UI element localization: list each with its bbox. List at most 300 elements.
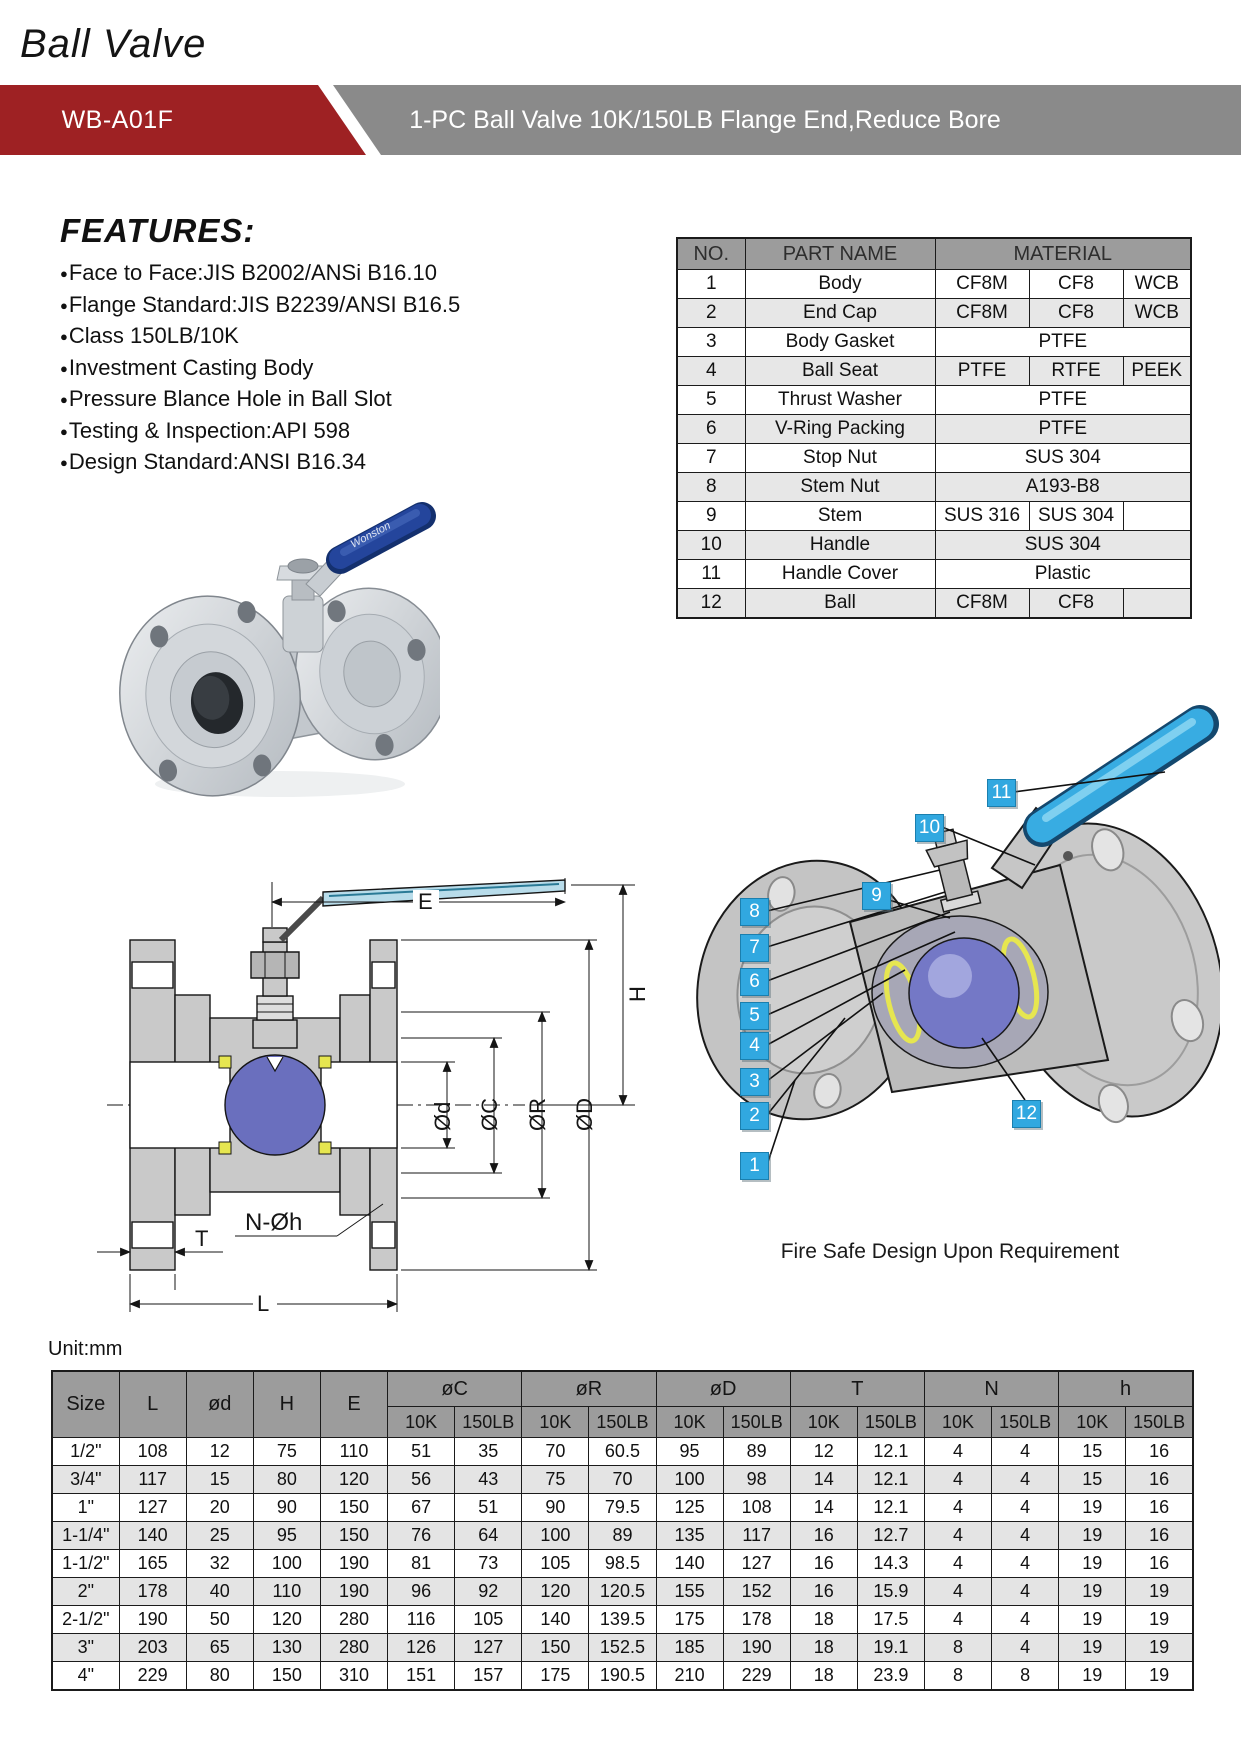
dim-label-l: L bbox=[257, 1291, 270, 1316]
table-cell: 7 bbox=[677, 444, 745, 473]
callout-7: 7 bbox=[740, 934, 769, 962]
feature-item bbox=[60, 353, 640, 385]
col-group-h: h bbox=[1059, 1371, 1193, 1407]
table-cell: 152.5 bbox=[589, 1634, 656, 1662]
col-group-t: T bbox=[790, 1371, 924, 1407]
handle-brand-text: Wonston bbox=[348, 519, 393, 551]
cross-section-drawing bbox=[95, 790, 660, 1335]
table-cell: 2 bbox=[677, 299, 745, 328]
table-cell: 151 bbox=[388, 1662, 455, 1691]
callout-6: 6 bbox=[740, 968, 769, 996]
table-cell: 18 bbox=[790, 1606, 857, 1634]
table-cell: 100 bbox=[522, 1522, 589, 1550]
table-cell: 12.1 bbox=[857, 1494, 924, 1522]
table-cell: 185 bbox=[656, 1634, 723, 1662]
table-cell: 127 bbox=[723, 1550, 790, 1578]
table-cell: 19.1 bbox=[857, 1634, 924, 1662]
table-cell: 100 bbox=[656, 1466, 723, 1494]
table-row bbox=[52, 1662, 1193, 1691]
product-photo-image bbox=[110, 478, 440, 808]
table-cell: 4 bbox=[924, 1494, 991, 1522]
table-row bbox=[677, 473, 1191, 502]
table-cell: 1-1/4" bbox=[52, 1522, 119, 1550]
table-row bbox=[677, 589, 1191, 619]
sub-header-150lb: 150LB bbox=[589, 1407, 656, 1438]
feature-item bbox=[60, 416, 640, 448]
table-cell: 117 bbox=[119, 1466, 186, 1494]
table-cell: CF8M bbox=[935, 589, 1029, 619]
bullet-icon: ● bbox=[60, 329, 68, 344]
bullet-icon: ● bbox=[60, 297, 68, 313]
table-cell: 73 bbox=[455, 1550, 522, 1578]
dim-label-t: T bbox=[195, 1226, 209, 1251]
sub-header-10k: 10K bbox=[388, 1407, 455, 1438]
feature-text: Design Standard:ANSI B16.34 bbox=[68, 449, 367, 474]
table-cell: 120 bbox=[253, 1606, 320, 1634]
table-cell: 17.5 bbox=[857, 1606, 924, 1634]
table-cell: CF8 bbox=[1029, 270, 1123, 299]
sub-header-150lb: 150LB bbox=[857, 1407, 924, 1438]
table-cell: 126 bbox=[388, 1634, 455, 1662]
col-header-od: ød bbox=[186, 1371, 253, 1438]
feature-item bbox=[60, 447, 640, 479]
cross-section-image bbox=[95, 790, 660, 1335]
table-cell: 12.1 bbox=[857, 1438, 924, 1466]
table-cell: RTFE bbox=[1029, 357, 1123, 386]
sub-header-10k: 10K bbox=[924, 1407, 991, 1438]
sub-header-150lb: 150LB bbox=[455, 1407, 522, 1438]
table-cell: 9 bbox=[677, 502, 745, 531]
table-cell: 110 bbox=[253, 1578, 320, 1606]
col-header-no: NO. bbox=[677, 238, 745, 270]
callout-3: 3 bbox=[740, 1068, 769, 1096]
table-cell: 175 bbox=[656, 1606, 723, 1634]
table-cell: 8 bbox=[924, 1662, 991, 1691]
table-row bbox=[52, 1466, 1193, 1494]
header-banner bbox=[0, 85, 1241, 155]
table-cell: 280 bbox=[320, 1606, 387, 1634]
table-cell: 178 bbox=[723, 1606, 790, 1634]
table-cell: End Cap bbox=[745, 299, 935, 328]
table-cell: 65 bbox=[186, 1634, 253, 1662]
callout-8: 8 bbox=[740, 898, 769, 926]
bullet-icon: ● bbox=[60, 266, 68, 281]
table-cell: Stem Nut bbox=[745, 473, 935, 502]
table-cell: 12.7 bbox=[857, 1522, 924, 1550]
table-cell: 76 bbox=[388, 1522, 455, 1550]
table-cell: 8 bbox=[677, 473, 745, 502]
bullet-icon: ● bbox=[60, 392, 68, 407]
table-cell: 165 bbox=[119, 1550, 186, 1578]
table-cell: 16 bbox=[1126, 1494, 1193, 1522]
parts-material-table bbox=[676, 237, 1192, 619]
cutaway-image bbox=[640, 660, 1220, 1230]
table-cell: 19 bbox=[1059, 1606, 1126, 1634]
table-cell: 90 bbox=[522, 1494, 589, 1522]
table-cell: 6 bbox=[677, 415, 745, 444]
table-cell: 157 bbox=[455, 1662, 522, 1691]
table-cell: 12.1 bbox=[857, 1466, 924, 1494]
table-cell: SUS 304 bbox=[935, 444, 1191, 473]
table-cell: 12 bbox=[186, 1438, 253, 1466]
table-cell: 20 bbox=[186, 1494, 253, 1522]
table-cell: 15 bbox=[1059, 1466, 1126, 1494]
table-cell: PTFE bbox=[935, 328, 1191, 357]
table-cell: 140 bbox=[522, 1606, 589, 1634]
table-cell: 16 bbox=[1126, 1550, 1193, 1578]
table-cell: 4 bbox=[924, 1466, 991, 1494]
table-row bbox=[52, 1550, 1193, 1578]
dimension-table bbox=[51, 1370, 1194, 1691]
table-cell: 229 bbox=[119, 1662, 186, 1691]
table-cell: 120 bbox=[320, 1466, 387, 1494]
table-cell: 135 bbox=[656, 1522, 723, 1550]
table-cell: 4 bbox=[992, 1522, 1059, 1550]
table-cell: 4 bbox=[677, 357, 745, 386]
col-header-part-name: PART NAME bbox=[745, 238, 935, 270]
table-cell: 310 bbox=[320, 1662, 387, 1691]
features-section bbox=[60, 212, 640, 479]
table-cell: 4 bbox=[992, 1634, 1059, 1662]
table-cell: 2-1/2" bbox=[52, 1606, 119, 1634]
table-row bbox=[677, 270, 1191, 299]
dim-header-row-1 bbox=[52, 1371, 1193, 1407]
table-cell: 120 bbox=[522, 1578, 589, 1606]
col-group-or: øR bbox=[522, 1371, 656, 1407]
col-group-oc: øC bbox=[388, 1371, 522, 1407]
table-cell: 14 bbox=[790, 1494, 857, 1522]
unit-label: Unit:mm bbox=[48, 1338, 123, 1360]
table-cell: 14.3 bbox=[857, 1550, 924, 1578]
table-cell: 127 bbox=[119, 1494, 186, 1522]
table-cell: 120.5 bbox=[589, 1578, 656, 1606]
table-cell: 75 bbox=[253, 1438, 320, 1466]
table-row bbox=[677, 386, 1191, 415]
table-cell: Handle bbox=[745, 531, 935, 560]
table-cell: Plastic bbox=[935, 560, 1191, 589]
feature-text: Flange Standard:JIS B2239/ANSI B16.5 bbox=[68, 291, 461, 317]
table-cell: SUS 304 bbox=[935, 531, 1191, 560]
sub-header-150lb: 150LB bbox=[1126, 1407, 1193, 1438]
table-cell: 203 bbox=[119, 1634, 186, 1662]
col-header-h: H bbox=[253, 1371, 320, 1438]
table-cell: 100 bbox=[253, 1550, 320, 1578]
bullet-icon: ● bbox=[60, 455, 68, 470]
table-cell: 125 bbox=[656, 1494, 723, 1522]
table-cell: V-Ring Packing bbox=[745, 415, 935, 444]
cutaway-diagram bbox=[640, 660, 1220, 1230]
table-cell: 4 bbox=[992, 1494, 1059, 1522]
table-cell: WCB bbox=[1123, 270, 1191, 299]
features-heading: FEATURES: bbox=[60, 212, 256, 249]
dim-label-oc: ØC bbox=[477, 1098, 502, 1131]
callout-2: 2 bbox=[740, 1102, 769, 1130]
table-cell: 14 bbox=[790, 1466, 857, 1494]
table-cell: 60.5 bbox=[589, 1438, 656, 1466]
table-cell: 16 bbox=[1126, 1438, 1193, 1466]
table-row bbox=[677, 531, 1191, 560]
table-cell: 51 bbox=[455, 1494, 522, 1522]
feature-text: Testing & Inspection:API 598 bbox=[68, 417, 351, 443]
table-cell: 190 bbox=[320, 1578, 387, 1606]
table-cell: 23.9 bbox=[857, 1662, 924, 1691]
table-cell: 4 bbox=[992, 1578, 1059, 1606]
table-cell: 16 bbox=[790, 1522, 857, 1550]
table-row bbox=[677, 299, 1191, 328]
callout-4: 4 bbox=[740, 1032, 769, 1060]
table-cell: 12 bbox=[790, 1438, 857, 1466]
table-cell: 19 bbox=[1126, 1606, 1193, 1634]
table-cell: 19 bbox=[1126, 1662, 1193, 1691]
table-cell: 116 bbox=[388, 1606, 455, 1634]
feature-item bbox=[60, 384, 640, 416]
table-cell: 64 bbox=[455, 1522, 522, 1550]
dim-label-h: H bbox=[625, 986, 650, 1002]
callout-10: 10 bbox=[915, 814, 944, 842]
table-cell: 4 bbox=[924, 1550, 991, 1578]
col-header-e: E bbox=[320, 1371, 387, 1438]
col-header-size: Size bbox=[52, 1371, 119, 1438]
table-cell: 105 bbox=[522, 1550, 589, 1578]
table-cell: 4 bbox=[992, 1438, 1059, 1466]
table-cell: 3" bbox=[52, 1634, 119, 1662]
table-cell: 127 bbox=[455, 1634, 522, 1662]
table-cell: Body bbox=[745, 270, 935, 299]
table-cell: Stop Nut bbox=[745, 444, 935, 473]
table-cell: 4 bbox=[924, 1578, 991, 1606]
table-cell: 4 bbox=[924, 1522, 991, 1550]
table-cell: 15 bbox=[186, 1466, 253, 1494]
table-cell: CF8M bbox=[935, 270, 1029, 299]
table-cell: 19 bbox=[1126, 1578, 1193, 1606]
table-cell: SUS 316 bbox=[935, 502, 1029, 531]
table-cell: 190 bbox=[119, 1606, 186, 1634]
col-group-n: N bbox=[924, 1371, 1058, 1407]
table-row bbox=[677, 415, 1191, 444]
table-cell: 40 bbox=[186, 1578, 253, 1606]
table-cell: 16 bbox=[1126, 1466, 1193, 1494]
table-cell: 98.5 bbox=[589, 1550, 656, 1578]
table-cell: 80 bbox=[186, 1662, 253, 1691]
feature-item bbox=[60, 321, 640, 353]
table-cell: 150 bbox=[522, 1634, 589, 1662]
table-cell: PEEK bbox=[1123, 357, 1191, 386]
table-row bbox=[677, 502, 1191, 531]
table-cell: 15 bbox=[1059, 1438, 1126, 1466]
model-code: WB-A01F bbox=[61, 106, 174, 134]
callout-11: 11 bbox=[987, 779, 1016, 807]
fire-safe-caption: Fire Safe Design Upon Requirement bbox=[780, 1240, 1120, 1263]
table-cell: Thrust Washer bbox=[745, 386, 935, 415]
table-cell: 67 bbox=[388, 1494, 455, 1522]
table-cell: 152 bbox=[723, 1578, 790, 1606]
table-cell: 4 bbox=[924, 1438, 991, 1466]
sub-header-150lb: 150LB bbox=[723, 1407, 790, 1438]
col-group-od: øD bbox=[656, 1371, 790, 1407]
table-cell: 1/2" bbox=[52, 1438, 119, 1466]
table-cell: 32 bbox=[186, 1550, 253, 1578]
table-cell: 108 bbox=[723, 1494, 790, 1522]
dim-label-or: ØR bbox=[525, 1098, 550, 1131]
table-cell: 1" bbox=[52, 1494, 119, 1522]
table-cell: 80 bbox=[253, 1466, 320, 1494]
table-cell: 130 bbox=[253, 1634, 320, 1662]
feature-text: Pressure Blance Hole in Ball Slot bbox=[68, 386, 392, 411]
table-cell: 105 bbox=[455, 1606, 522, 1634]
table-cell: PTFE bbox=[935, 415, 1191, 444]
table-cell: 140 bbox=[119, 1522, 186, 1550]
table-cell: 2" bbox=[52, 1578, 119, 1606]
table-cell: 43 bbox=[455, 1466, 522, 1494]
table-cell: Handle Cover bbox=[745, 560, 935, 589]
table-cell: 4 bbox=[992, 1606, 1059, 1634]
table-cell: 4 bbox=[924, 1606, 991, 1634]
table-cell: 19 bbox=[1059, 1522, 1126, 1550]
table-cell: 90 bbox=[253, 1494, 320, 1522]
table-cell: 150 bbox=[320, 1494, 387, 1522]
table-row bbox=[677, 444, 1191, 473]
table-cell: 96 bbox=[388, 1578, 455, 1606]
table-cell: 10 bbox=[677, 531, 745, 560]
col-header-material: MATERIAL bbox=[935, 238, 1191, 270]
table-cell: 190.5 bbox=[589, 1662, 656, 1691]
table-cell: 75 bbox=[522, 1466, 589, 1494]
table-cell: PTFE bbox=[935, 357, 1029, 386]
table-cell: 190 bbox=[723, 1634, 790, 1662]
table-cell: 95 bbox=[656, 1438, 723, 1466]
table-cell: 178 bbox=[119, 1578, 186, 1606]
page-title: Ball Valve bbox=[20, 22, 207, 66]
table-cell: 19 bbox=[1059, 1634, 1126, 1662]
product-name: 1-PC Ball Valve 10K/150LB Flange End,Reduce Bore bbox=[409, 106, 1001, 134]
table-cell: 81 bbox=[388, 1550, 455, 1578]
table-cell: 51 bbox=[388, 1438, 455, 1466]
table-cell: 4" bbox=[52, 1662, 119, 1691]
table-row bbox=[677, 328, 1191, 357]
table-cell: 15.9 bbox=[857, 1578, 924, 1606]
feature-text: Investment Casting Body bbox=[68, 354, 314, 380]
table-row bbox=[52, 1606, 1193, 1634]
table-cell bbox=[1123, 589, 1191, 619]
table-row bbox=[52, 1522, 1193, 1550]
feature-text: Face to Face:JIS B2002/ANSi B16.10 bbox=[68, 260, 437, 285]
table-cell: 108 bbox=[119, 1438, 186, 1466]
table-cell: 8 bbox=[924, 1634, 991, 1662]
table-cell: 3 bbox=[677, 328, 745, 357]
table-cell: WCB bbox=[1123, 299, 1191, 328]
callout-1: 1 bbox=[740, 1152, 769, 1180]
table-cell: 92 bbox=[455, 1578, 522, 1606]
table-cell: Ball Seat bbox=[745, 357, 935, 386]
table-cell: 155 bbox=[656, 1578, 723, 1606]
table-cell: 98 bbox=[723, 1466, 790, 1494]
table-row bbox=[52, 1578, 1193, 1606]
table-row bbox=[677, 357, 1191, 386]
dim-label-e: E bbox=[418, 889, 433, 914]
table-cell bbox=[1123, 502, 1191, 531]
sub-header-10k: 10K bbox=[1059, 1407, 1126, 1438]
table-cell: 18 bbox=[790, 1634, 857, 1662]
table-cell: 16 bbox=[1126, 1522, 1193, 1550]
table-cell: 70 bbox=[589, 1466, 656, 1494]
table-cell: 1 bbox=[677, 270, 745, 299]
table-cell: 19 bbox=[1059, 1662, 1126, 1691]
table-cell: 280 bbox=[320, 1634, 387, 1662]
table-cell: 150 bbox=[253, 1662, 320, 1691]
sub-header-10k: 10K bbox=[522, 1407, 589, 1438]
feature-text: Class 150LB/10K bbox=[68, 323, 239, 348]
table-cell: 19 bbox=[1059, 1578, 1126, 1606]
table-cell: 110 bbox=[320, 1438, 387, 1466]
dim-label-od-small: Ød bbox=[430, 1101, 455, 1131]
table-cell: 140 bbox=[656, 1550, 723, 1578]
table-cell: 1-1/2" bbox=[52, 1550, 119, 1578]
feature-item bbox=[60, 290, 640, 322]
table-cell: Stem bbox=[745, 502, 935, 531]
table-row bbox=[677, 560, 1191, 589]
table-cell: 117 bbox=[723, 1522, 790, 1550]
table-cell: 229 bbox=[723, 1662, 790, 1691]
table-cell: 150 bbox=[320, 1522, 387, 1550]
dim-label-nh: N-Øh bbox=[245, 1209, 303, 1236]
table-cell: 95 bbox=[253, 1522, 320, 1550]
product-photo bbox=[110, 478, 440, 808]
table-cell: 19 bbox=[1059, 1494, 1126, 1522]
table-cell: CF8 bbox=[1029, 299, 1123, 328]
table-cell: 5 bbox=[677, 386, 745, 415]
table-cell: PTFE bbox=[935, 386, 1191, 415]
table-cell: 4 bbox=[992, 1466, 1059, 1494]
table-cell: 89 bbox=[723, 1438, 790, 1466]
table-row bbox=[52, 1438, 1193, 1466]
bullet-icon: ● bbox=[60, 360, 68, 376]
table-cell: 25 bbox=[186, 1522, 253, 1550]
table-cell: 12 bbox=[677, 589, 745, 619]
sub-header-10k: 10K bbox=[656, 1407, 723, 1438]
table-cell: 175 bbox=[522, 1662, 589, 1691]
table-cell: 79.5 bbox=[589, 1494, 656, 1522]
parts-table-header-row bbox=[677, 238, 1191, 270]
table-cell: 16 bbox=[790, 1550, 857, 1578]
table-cell: 19 bbox=[1059, 1550, 1126, 1578]
col-header-l: L bbox=[119, 1371, 186, 1438]
table-row bbox=[52, 1494, 1193, 1522]
table-cell: 3/4" bbox=[52, 1466, 119, 1494]
table-cell: 8 bbox=[992, 1662, 1059, 1691]
callout-12: 12 bbox=[1012, 1100, 1041, 1128]
table-cell: SUS 304 bbox=[1029, 502, 1123, 531]
table-cell: 50 bbox=[186, 1606, 253, 1634]
bullet-icon: ● bbox=[60, 423, 68, 439]
table-cell: 4 bbox=[992, 1550, 1059, 1578]
table-cell: CF8 bbox=[1029, 589, 1123, 619]
table-cell: 190 bbox=[320, 1550, 387, 1578]
table-cell: 70 bbox=[522, 1438, 589, 1466]
feature-item bbox=[60, 258, 640, 290]
table-cell: Ball bbox=[745, 589, 935, 619]
table-cell: 210 bbox=[656, 1662, 723, 1691]
sub-header-150lb: 150LB bbox=[992, 1407, 1059, 1438]
table-cell: Body Gasket bbox=[745, 328, 935, 357]
table-cell: 35 bbox=[455, 1438, 522, 1466]
table-cell: CF8M bbox=[935, 299, 1029, 328]
table-cell: 56 bbox=[388, 1466, 455, 1494]
table-cell: 16 bbox=[790, 1578, 857, 1606]
table-cell: A193-B8 bbox=[935, 473, 1191, 502]
table-cell: 11 bbox=[677, 560, 745, 589]
table-cell: 18 bbox=[790, 1662, 857, 1691]
table-cell: 19 bbox=[1126, 1634, 1193, 1662]
